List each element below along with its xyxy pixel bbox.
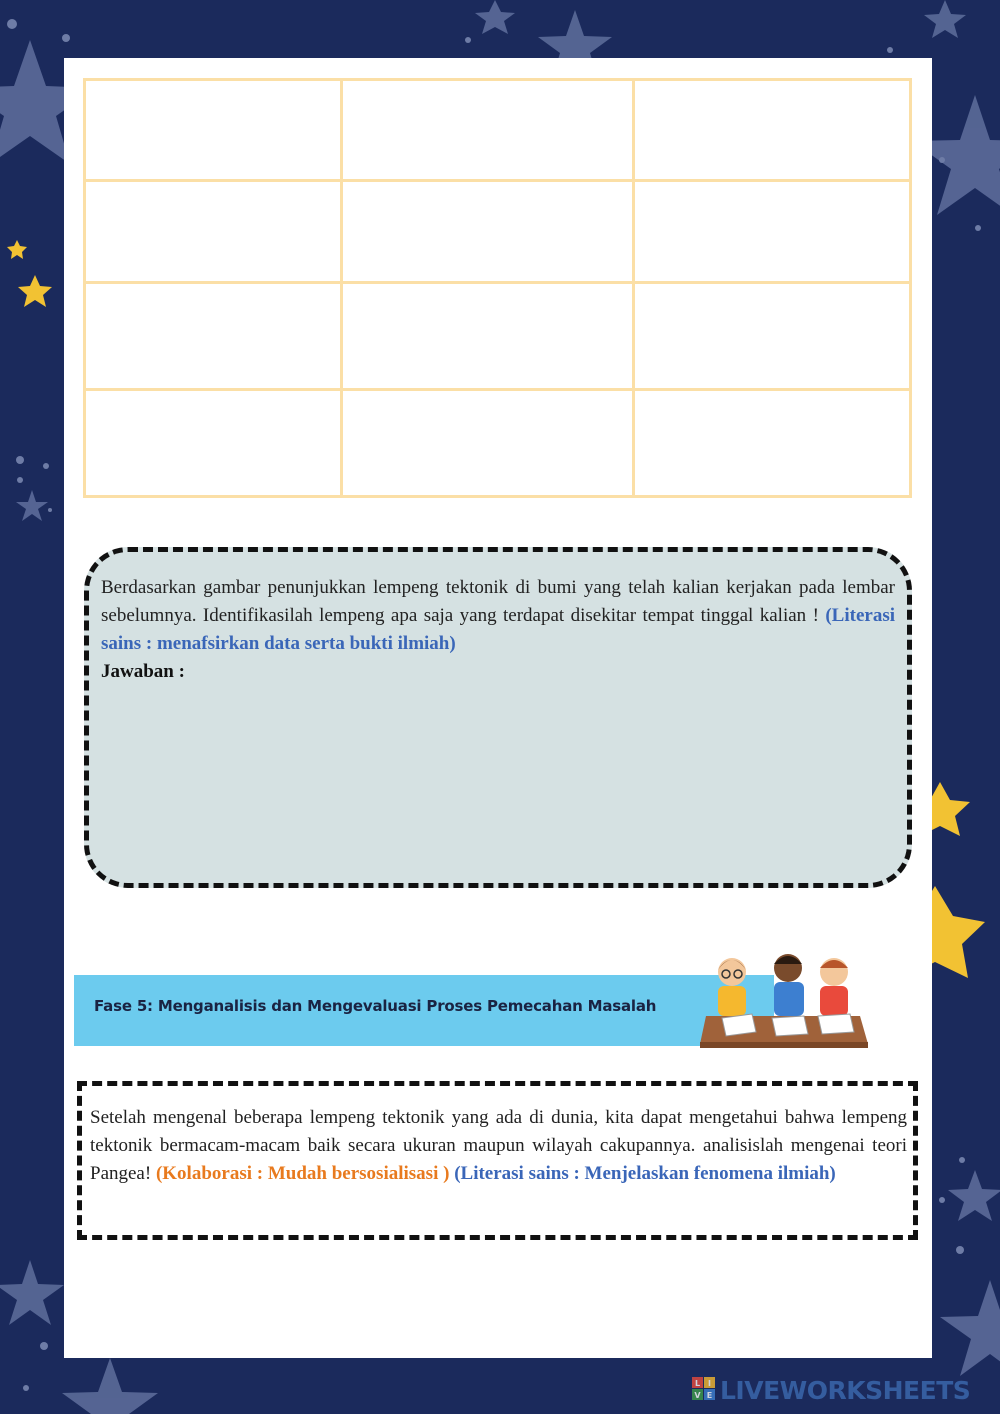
table-cell[interactable] [85,390,342,497]
svg-text:V: V [694,1391,701,1400]
star-icon [924,0,966,38]
watermark-text: LIVEWORKSHEETS [720,1376,971,1405]
star-icon [948,1170,1000,1221]
question-1-prompt: Berdasarkan gambar penunjukkan lempeng tektonik di bumi yang telah kalian kerjakan pada lembar sebelumnya. Identifikasilah lempeng apa saja yang terdapat disekitar tempat tinggal kalian ! [101,577,895,626]
star-icon [62,1358,158,1414]
table-cell[interactable] [634,390,911,497]
question-2-prompt: Setelah mengenal beberapa lempeng tektonik yang ada di dunia, kita dapat mengetahui bahwa lempeng tektonik bermacam-macam baik secara ukuran maupun wilayah cakupannya. analisislah mengenai teori Pangea! [90,1107,907,1184]
students-studying-illustration [700,948,870,1048]
star-icon [0,1260,64,1325]
table-cell[interactable] [634,181,911,283]
question-1-box[interactable] [84,547,912,888]
svg-text:I: I [708,1379,711,1388]
table-cell[interactable] [342,390,634,497]
question-1-text [101,574,895,658]
literacy-note: (Literasi sains : Menjelaskan fenomena ilmiah) [454,1163,836,1184]
svg-text:E: E [706,1391,713,1400]
question-2-box[interactable] [77,1081,918,1240]
collaboration-note: (Kolaborasi : Mudah bersosialisasi ) [155,1163,450,1184]
table-cell[interactable] [85,283,342,390]
star-icon [16,490,48,521]
phase-banner [74,975,774,1046]
svg-text:L: L [694,1379,701,1388]
table-cell[interactable] [342,181,634,283]
liveworksheets-logo [692,1376,992,1405]
table-cell[interactable] [342,80,634,181]
table-cell[interactable] [634,283,911,390]
table-cell[interactable] [85,181,342,283]
liveworksheets-icon [692,1377,716,1401]
star-icon [7,240,27,259]
table-cell[interactable] [342,283,634,390]
question-2-text [90,1104,907,1188]
table-cell[interactable] [634,80,911,181]
phase-title: Fase 5: Menganalisis dan Mengevaluasi Proses Pemecahan Masalah [94,997,657,1015]
literacy-note: (Literasi sains : menafsirkan data serta bukti ilmiah) [101,605,895,654]
answer-table [83,78,912,498]
star-icon [18,275,52,307]
answer-label: Jawaban : [101,661,185,682]
star-icon [940,1280,1000,1376]
star-icon [475,0,515,34]
table-cell[interactable] [85,80,342,181]
